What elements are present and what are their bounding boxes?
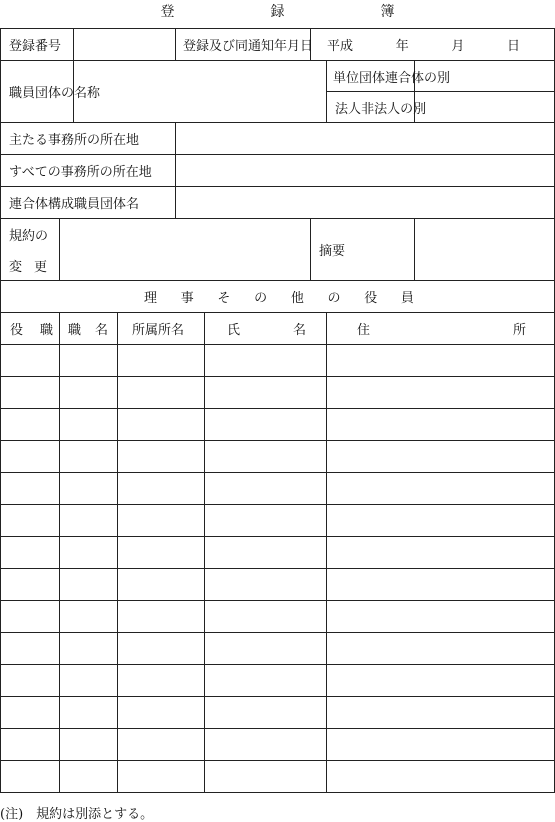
officer-name-cell[interactable]: [205, 537, 327, 569]
officer-affiliation-cell[interactable]: [118, 633, 205, 665]
page-title: [0, 0, 555, 22]
officer-affiliation-cell[interactable]: [118, 505, 205, 537]
member-orgs-label: 連合体構成職員団体名: [1, 187, 176, 219]
corporate-status-field[interactable]: [415, 92, 555, 123]
summary-field[interactable]: [415, 219, 555, 281]
officer-role-cell[interactable]: [1, 473, 60, 505]
officer-name-cell[interactable]: [205, 441, 327, 473]
rules-change-field[interactable]: [60, 219, 311, 281]
officer-affiliation-cell[interactable]: [118, 601, 205, 633]
officer-name-cell[interactable]: [205, 633, 327, 665]
officer-name-cell[interactable]: [205, 409, 327, 441]
org-name-label: 職員団体の名称: [1, 61, 74, 123]
day-label: 日: [507, 39, 521, 54]
officer-affiliation-cell[interactable]: [118, 569, 205, 601]
era-label: 平成: [327, 39, 354, 54]
col-address-header: 住 所: [327, 313, 555, 345]
officers-section-header: 理 事 そ の 他 の 役 員: [1, 281, 555, 313]
footnote: (注) 規約は別添とする。: [0, 807, 154, 822]
officer-affiliation-cell[interactable]: [118, 345, 205, 377]
officer-address-cell[interactable]: [327, 409, 555, 441]
officer-title-cell[interactable]: [60, 345, 118, 377]
officer-row: [1, 697, 555, 729]
org-name-field[interactable]: [74, 61, 327, 123]
col-affiliation-header: 所属所名: [118, 313, 205, 345]
officer-affiliation-cell[interactable]: [118, 473, 205, 505]
registration-date-label: 登録及び同通知年月日: [176, 29, 311, 61]
officer-title-cell[interactable]: [60, 505, 118, 537]
officer-address-cell[interactable]: [327, 697, 555, 729]
officer-title-cell[interactable]: [60, 601, 118, 633]
registration-number-field[interactable]: [74, 29, 176, 61]
registration-number-label: 登録番号: [1, 29, 74, 61]
officer-name-cell[interactable]: [205, 665, 327, 697]
officer-title-cell[interactable]: [60, 409, 118, 441]
all-offices-field[interactable]: [176, 155, 555, 187]
officer-name-cell[interactable]: [205, 473, 327, 505]
col-role-header: 役 職: [1, 313, 60, 345]
officer-name-cell[interactable]: [205, 569, 327, 601]
officer-role-cell[interactable]: [1, 697, 60, 729]
officer-address-cell[interactable]: [327, 345, 555, 377]
unit-or-federation-label: 単位団体連合体の別: [327, 61, 415, 92]
officer-row: [1, 345, 555, 377]
officer-row: [1, 761, 555, 793]
officer-title-cell[interactable]: [60, 729, 118, 761]
officer-title-cell[interactable]: [60, 569, 118, 601]
officer-affiliation-cell[interactable]: [118, 761, 205, 793]
officer-address-cell[interactable]: [327, 729, 555, 761]
officer-address-cell[interactable]: [327, 473, 555, 505]
officer-row: [1, 473, 555, 505]
officer-affiliation-cell[interactable]: [118, 441, 205, 473]
officer-title-cell[interactable]: [60, 633, 118, 665]
officer-role-cell[interactable]: [1, 601, 60, 633]
officer-row: [1, 633, 555, 665]
officer-address-cell[interactable]: [327, 761, 555, 793]
corporate-status-label: 法 人 非 法 人 の 別: [327, 92, 415, 123]
officer-title-cell[interactable]: [60, 473, 118, 505]
officer-affiliation-cell[interactable]: [118, 697, 205, 729]
officer-title-cell[interactable]: [60, 377, 118, 409]
officer-title-cell[interactable]: [60, 697, 118, 729]
officer-address-cell[interactable]: [327, 537, 555, 569]
officer-row: [1, 505, 555, 537]
officer-title-cell[interactable]: [60, 761, 118, 793]
officer-name-cell[interactable]: [205, 729, 327, 761]
officer-name-cell[interactable]: [205, 377, 327, 409]
officer-role-cell[interactable]: [1, 505, 60, 537]
officer-role-cell[interactable]: [1, 345, 60, 377]
officer-title-cell[interactable]: [60, 665, 118, 697]
member-orgs-field[interactable]: [176, 187, 555, 219]
officer-name-cell[interactable]: [205, 505, 327, 537]
officer-row: [1, 569, 555, 601]
officer-address-cell[interactable]: [327, 505, 555, 537]
officer-row: [1, 409, 555, 441]
summary-label: 摘要: [311, 219, 415, 281]
officer-affiliation-cell[interactable]: [118, 665, 205, 697]
registry-form-table: [0, 28, 555, 793]
officer-row: [1, 729, 555, 761]
officer-affiliation-cell[interactable]: [118, 537, 205, 569]
officer-role-cell[interactable]: [1, 761, 60, 793]
rules-change-label: 規約の 変 更: [1, 219, 60, 281]
officer-title-cell[interactable]: [60, 441, 118, 473]
col-title-header: 職 名: [60, 313, 118, 345]
title-char: 簿: [380, 4, 395, 20]
officer-role-cell[interactable]: [1, 441, 60, 473]
officer-role-cell[interactable]: [1, 633, 60, 665]
officer-address-cell[interactable]: [327, 569, 555, 601]
officer-address-cell[interactable]: [327, 601, 555, 633]
registration-date-field[interactable]: [311, 29, 555, 61]
officer-name-cell[interactable]: [205, 761, 327, 793]
officer-name-cell[interactable]: [205, 345, 327, 377]
officer-role-cell[interactable]: [1, 729, 60, 761]
officer-role-cell[interactable]: [1, 537, 60, 569]
officer-row: [1, 665, 555, 697]
officer-row: [1, 537, 555, 569]
year-label: 年: [395, 39, 409, 54]
officer-title-cell[interactable]: [60, 537, 118, 569]
col-name-header: 氏 名: [205, 313, 327, 345]
officer-affiliation-cell[interactable]: [118, 729, 205, 761]
officer-name-cell[interactable]: [205, 697, 327, 729]
officer-address-cell[interactable]: [327, 377, 555, 409]
officer-role-cell[interactable]: [1, 569, 60, 601]
month-label: 月: [451, 39, 465, 54]
officer-address-cell[interactable]: [327, 665, 555, 697]
main-office-field[interactable]: [176, 123, 555, 155]
officer-role-cell[interactable]: [1, 409, 60, 441]
officer-row: [1, 441, 555, 473]
all-offices-label: すべての事務所の所在地: [1, 155, 176, 187]
officer-role-cell[interactable]: [1, 665, 60, 697]
title-char: 録: [270, 4, 285, 20]
officer-role-cell[interactable]: [1, 377, 60, 409]
title-char: 登: [160, 4, 175, 20]
officer-name-cell[interactable]: [205, 601, 327, 633]
officer-row: [1, 601, 555, 633]
main-office-label: 主たる事務所の所在地: [1, 123, 176, 155]
officer-address-cell[interactable]: [327, 441, 555, 473]
officer-affiliation-cell[interactable]: [118, 409, 205, 441]
officer-address-cell[interactable]: [327, 633, 555, 665]
officer-row: [1, 377, 555, 409]
officer-affiliation-cell[interactable]: [118, 377, 205, 409]
